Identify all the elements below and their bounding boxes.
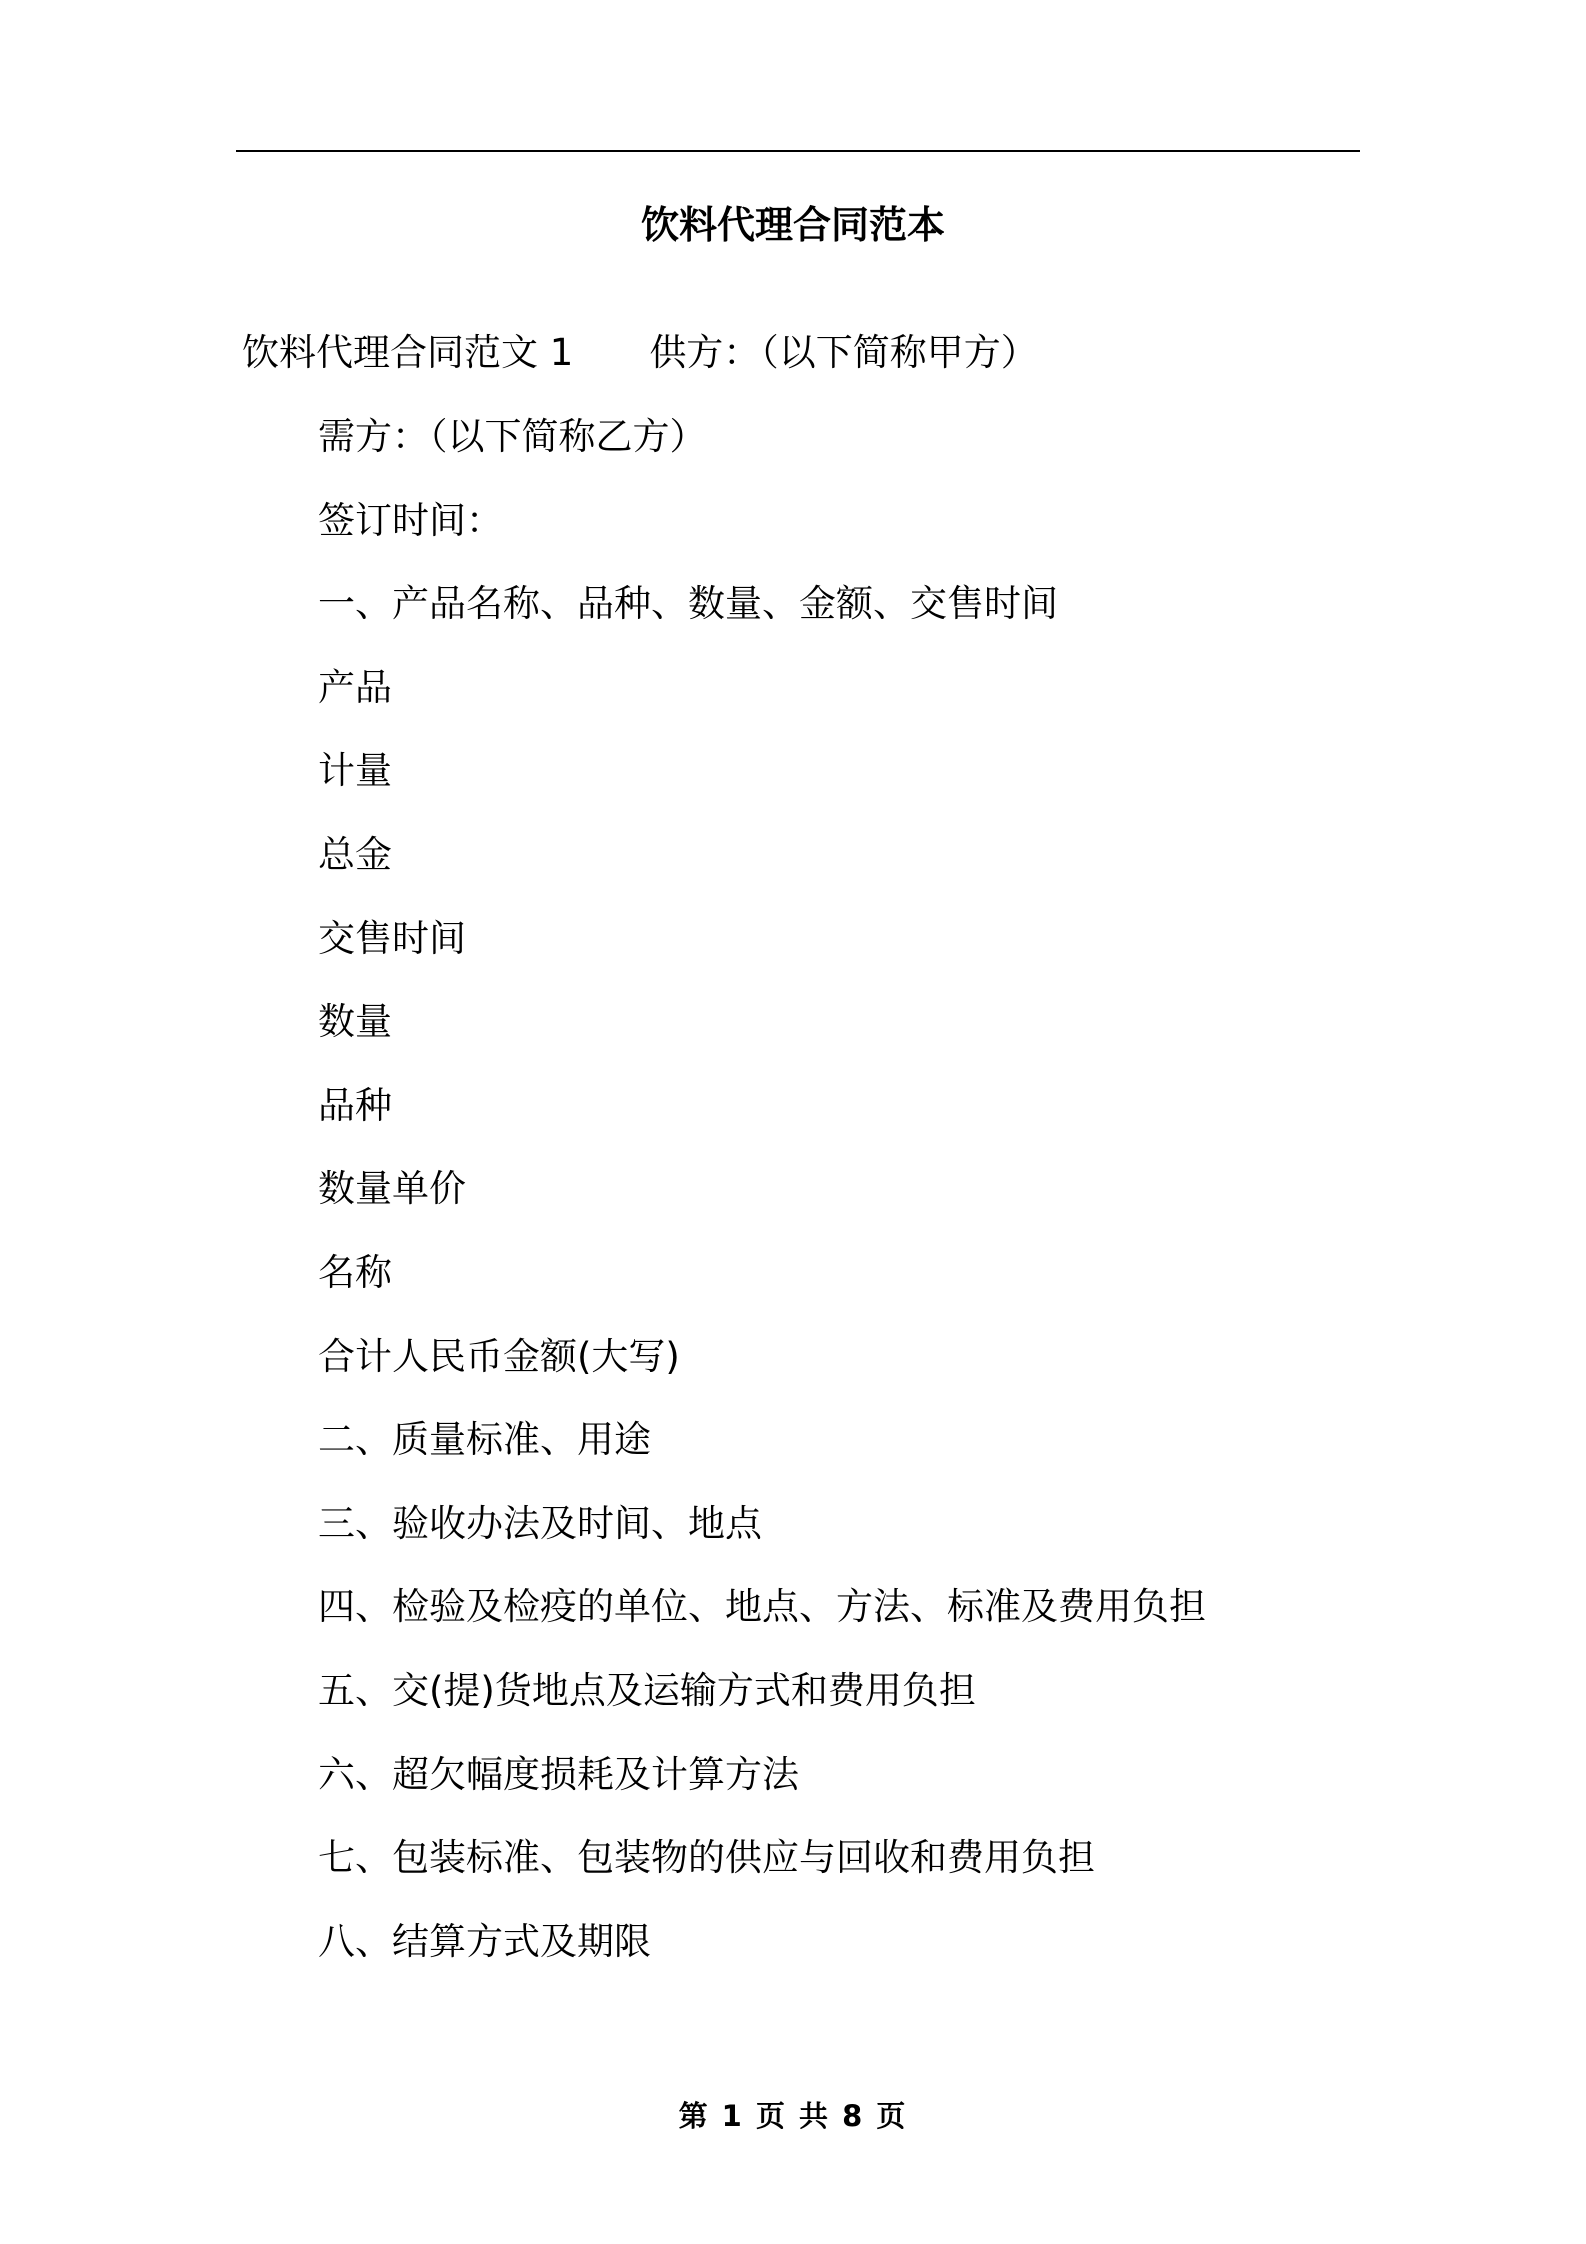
header-rule — [236, 150, 1360, 152]
contract-line: 八、结算方式及期限 — [318, 1919, 651, 1963]
contract-line: 一、产品名称、品种、数量、金额、交售时间 — [318, 582, 1058, 626]
contract-line: 七、包装标准、包装物的供应与回收和费用负担 — [318, 1836, 1095, 1880]
contract-line: 三、验收办法及时间、地点 — [318, 1501, 762, 1545]
contract-body — [318, 412, 1206, 2000]
contract-line: 交售时间 — [318, 916, 466, 960]
contract-line: 二、质量标准、用途 — [318, 1418, 651, 1462]
contract-line: 总金 — [318, 832, 392, 876]
contract-line: 名称 — [318, 1250, 392, 1294]
contract-line: 签订时间： — [318, 498, 503, 542]
contract-line: 数量单价 — [318, 1167, 466, 1211]
contract-line: 需方：（以下简称乙方） — [318, 415, 707, 458]
page-number: 第 1 页 共 8 页 — [678, 2099, 908, 2133]
contract-sample-label: 饮料代理合同范文 1 — [242, 331, 574, 374]
contract-line: 产品 — [318, 665, 392, 709]
contract-line: 品种 — [318, 1083, 392, 1127]
contract-line: 五、交(提)货地点及运输方式和费用负担 — [318, 1668, 976, 1712]
contract-line: 计量 — [318, 749, 392, 793]
contract-line: 数量 — [318, 1000, 392, 1044]
document-title: 饮料代理合同范本 — [640, 203, 945, 247]
contract-line: 四、检验及检疫的单位、地点、方法、标准及费用负担 — [318, 1585, 1206, 1629]
contract-line: 六、超欠幅度损耗及计算方法 — [318, 1752, 799, 1796]
contract-line: 合计人民币金额(大写) — [318, 1334, 680, 1378]
contract-intro-line — [242, 328, 1038, 378]
supplier-label: 供方：（以下简称甲方） — [649, 331, 1038, 374]
